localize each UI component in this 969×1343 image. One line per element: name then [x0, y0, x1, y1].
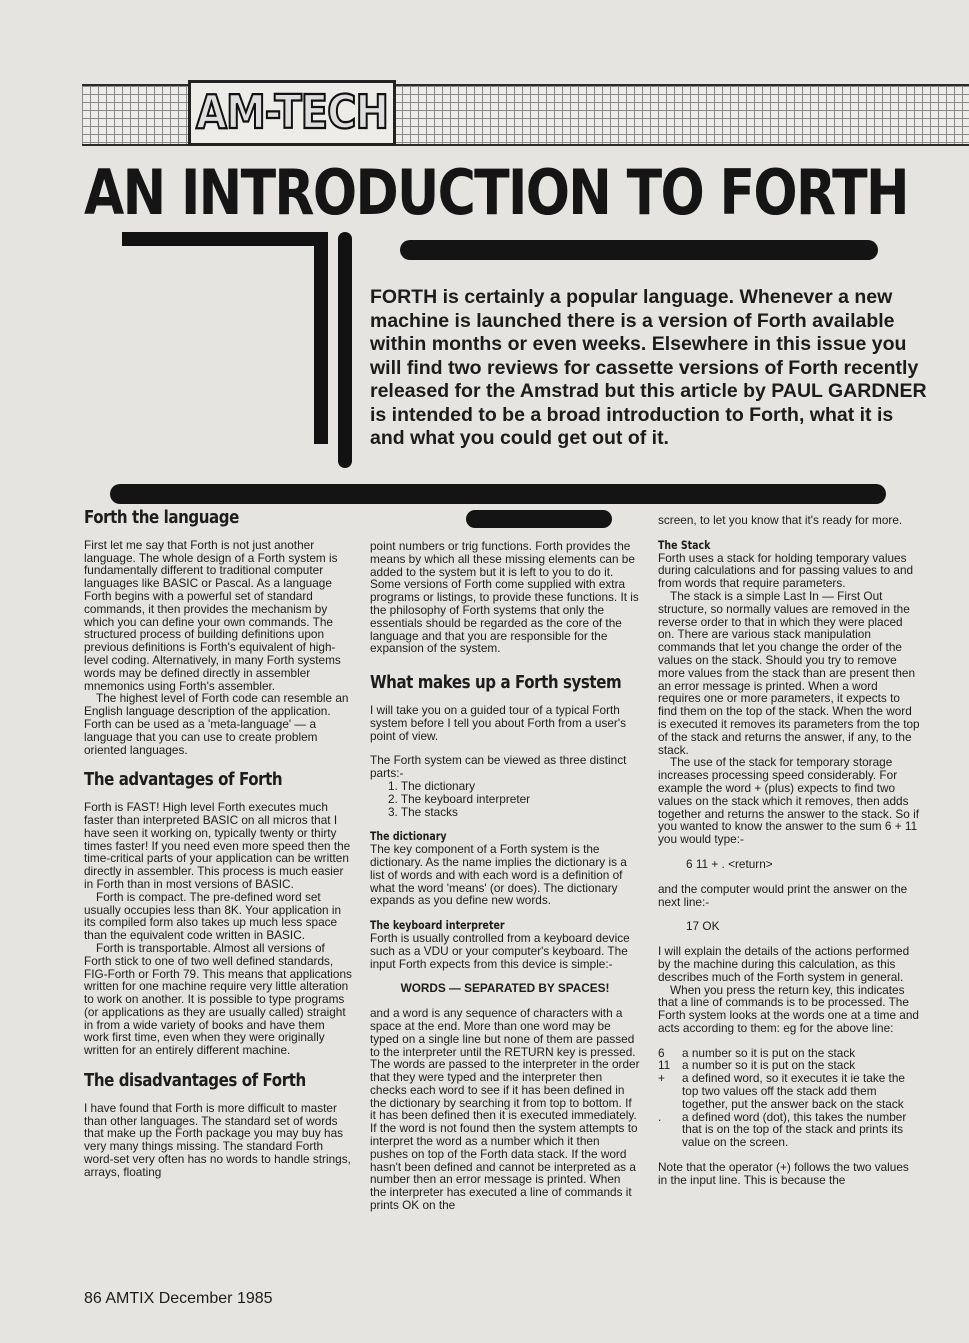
code-example: 6 11 + . <return>	[686, 856, 773, 871]
paragraph: Forth uses a stack for holding temporary values during calculations and for passing values to and from words that require parameters.	[658, 550, 914, 591]
intro-paragraph: FORTH is certainly a popular language. Whenever a new machine is launched there is a version of Forth available within months or even weeks. Elsewhere in this issue you will find two reviews for cassette versions of Forth recently released for the Amstrad but this article by PAUL GARDNER is intended to be a broad introduction to Forth, what it is and what you could get out of it.	[370, 286, 927, 449]
heading-dictionary: The dictionary	[370, 829, 447, 844]
step-text: a number so it is put on the stack	[682, 1045, 856, 1060]
paragraph: The highest level of Forth code can resemble an English language description of the application. Forth can be used as a 'meta-language' — a language that you can use to create problem oriented languages.	[84, 691, 349, 757]
paragraph: Note that the operator (+) follows the two values in the input line. This is because the	[658, 1160, 909, 1187]
heading-keyboard: The keyboard interpreter	[370, 918, 505, 933]
step-key: .	[658, 1109, 662, 1124]
decorative-bar-center-vertical	[338, 232, 352, 468]
step-text: a number so it is put on the stack	[682, 1058, 856, 1073]
list-item	[658, 1111, 920, 1149]
decorative-bar-left	[122, 232, 328, 246]
list-item: 1. The dictionary	[388, 778, 475, 793]
heading-disadvantages: The disadvantages of Forth	[84, 1071, 306, 1092]
step-text: a defined word, so it executes it ie take the top two values off the stack add them together, put the answer back on the stack	[682, 1071, 905, 1111]
list-item	[658, 1072, 920, 1110]
steps-list	[658, 1047, 920, 1149]
paragraph: point numbers or trig functions. Forth provides the means by which all these missing elements can be added to the system but it is left to you to do it. Some versions of Forth come supplied with extra programs or listings, to provide these functions. It is the philosophy of Forth systems that only the essentials should be regarded as the core of the language and that you are responsible for the expansion of the system.	[370, 539, 639, 656]
heading-language: Forth the language	[84, 508, 239, 528]
paragraph: Forth is transportable. Almost all versions of Forth stick to one of two well defined standards, FIG-Forth or Forth 79. This means that applications written for one machine require very little alteration to work on another. It is possible to type programs (or applications as they are usually called) straight in from a wide variety of books and have them work first time, even when they were originally written for an entirely different machine.	[84, 940, 352, 1058]
code-output: 17 OK	[686, 919, 720, 934]
column-3	[658, 514, 920, 1187]
paragraph: When you press the return key, this indicates that a line of commands is to be processed. The Forth system looks at the words one at a time and acts according to them: eg for the above line:	[658, 982, 919, 1035]
heading-system: What makes up a Forth system	[370, 673, 622, 694]
heading-advantages: The advantages of Forth	[84, 770, 283, 791]
words-rule: WORDS — SEPARATED BY SPACES!	[400, 981, 610, 996]
paragraph: Forth is compact. The pre-defined word set usually occupies less than 8K. Your application in its compiled form also takes up much less space than the equivalent code written in BASIC.	[84, 889, 342, 943]
step-text: a defined word (dot), this takes the number that is on the top of the stack and prints its value on the screen.	[682, 1109, 907, 1150]
paragraph: I will explain the details of the actions performed by the machine during this calculation, as this describes much of the Forth system in general.	[658, 944, 910, 984]
heading-stack: The Stack	[658, 537, 711, 552]
paragraph: and a word is any sequence of characters with a space at the end. More than one word may be typed on a single line but none of them are passed to the interpreter until the RETURN key is pressed. The words are passed to the interpreter in the order that they were typed and the interpreter then checks each word to see if it has been defined in the dictionary by searching it from top to bottom. If it has been defined then it is executed immediately. If the word is not found then the system attempts to interpret the word as a number which it then pushes on top of the Forth data stack. If the word hasn't been defined and cannot be interpreted as a number then an error message is printed. When the interpreter has executed a line of commands it prints OK on the	[370, 1006, 640, 1213]
list-item: 2. The keyboard interpreter	[388, 791, 531, 806]
paragraph: Forth is FAST! High level Forth executes much faster than interpreted BASIC on all micros that I have seen it working on, typically twenty or thirty times faster! If you need even more speed then the time-critical parts of your application can be written directly in assembler. This process is much easier in Forth than in most versions of BASIC.	[84, 800, 351, 891]
column-1	[84, 508, 352, 1179]
paragraph: First let me say that Forth is not just another language. The whole design of a Forth system is fundamentally different to traditional computer languages like BASIC or Pascal. As a language Forth begins with a powerful set of standard commands, it then provides the mechanism by which you can define your own commands. The structured process of building definitions upon previous definitions is Forth's equivalent of high-level coding. Alternatively, in many Forth systems words may be defined directly in assembler mnemonics using Forth's assembler.	[84, 537, 341, 693]
paragraph: The stack is a simple Last In — First Out structure, so normally values are removed in the reverse order to that in which they were placed on. There are various stack manipulation commands that let you change the order of the values on the stack. Should you try to remove more values from the stack than are present then an error message is printed. When a word requires one or more parameters, it expects to find them on the top of the stack. When the word is executed it removes its parameters from the top of the stack and returns the answer, if any, to the stack.	[658, 588, 920, 757]
paragraph: Forth is usually controlled from a keyboard device such as a VDU or your computer's keyboard. The input Forth expects from this device is simple:-	[370, 930, 630, 971]
paragraph: The Forth system can be viewed as three distinct parts:-	[370, 753, 627, 781]
list-item: 3. The stacks	[388, 804, 458, 819]
step-key: 6	[658, 1045, 665, 1060]
paragraph: and the computer would print the answer on the next line:-	[658, 881, 908, 909]
logo-text: AM-TECH	[196, 86, 388, 140]
decorative-bar-left-vertical	[314, 232, 328, 444]
paragraph: screen, to let you know that it's ready for more.	[658, 513, 903, 527]
decorative-pill-column	[466, 510, 612, 528]
parts-list	[388, 780, 640, 818]
section-logo	[188, 80, 396, 146]
paragraph: The use of the stack for temporary storage increases processing speed considerably. For example the word + (plus) expects to find two values on the stack which it removes, then adds together and returns the answer to the stack. So if you wanted to know the answer to the sum 6 + 11 you would type:-	[658, 755, 919, 847]
paragraph: The key component of a Forth system is the dictionary. As the name implies the dictionary is a list of words and with each word is a definition of what the word 'means' (or does). The dictionary expands as you define new words.	[370, 842, 627, 908]
column-2	[370, 540, 640, 1212]
paragraph: I will take you on a guided tour of a typical Forth system before I tell you about Forth from a user's point of view.	[370, 702, 626, 743]
page-footer: 86 AMTIX December 1985	[84, 1290, 273, 1307]
decorative-bar-bottom	[110, 484, 886, 504]
step-key: +	[658, 1071, 665, 1086]
step-key: 11	[658, 1058, 671, 1073]
decorative-bar-top-right	[400, 240, 878, 260]
paragraph: I have found that Forth is more difficult to master than other languages. The standard set of words that make up the Forth package you may buy has very many things missing. The standard Forth word-set very often has no words to handle strings, arrays, floating	[84, 1100, 351, 1179]
article-title: AN INTRODUCTION TO FORTH	[84, 156, 908, 229]
